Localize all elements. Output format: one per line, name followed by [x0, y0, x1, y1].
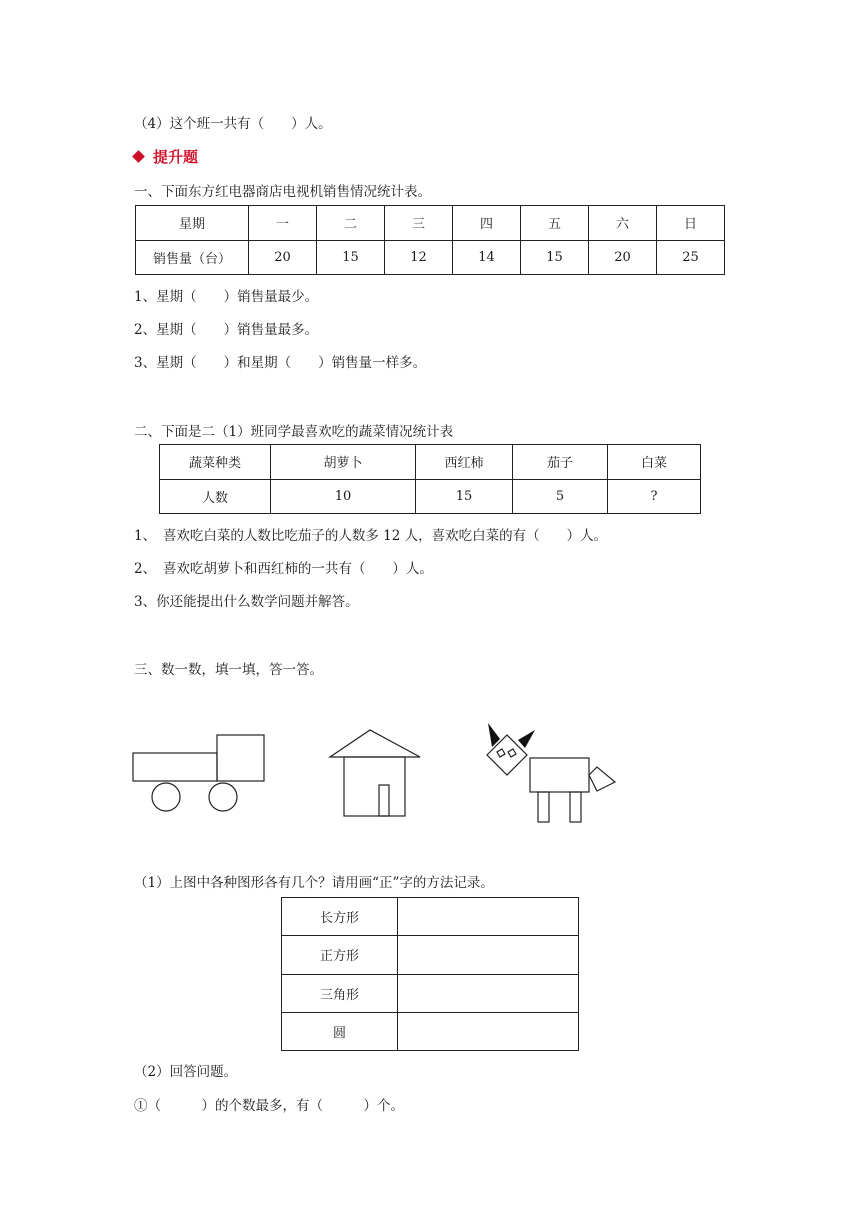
- q1-question-1: 1、星期（ ）销售量最少。: [134, 289, 319, 305]
- table-cell: 10: [271, 479, 416, 514]
- table-row: [136, 240, 725, 275]
- house-wall: [344, 757, 405, 816]
- table-row: [282, 898, 579, 936]
- q3-part2: （2）回答问题。: [134, 1064, 238, 1080]
- table-header-cell: 六: [589, 206, 657, 241]
- animal-figure: [480, 718, 620, 826]
- table-header-cell: 三: [385, 206, 453, 241]
- table-cell: ?: [608, 479, 701, 514]
- q1-question-2: 2、星期（ ）销售量最多。: [134, 322, 319, 338]
- table-header-cell: 五: [521, 206, 589, 241]
- animal-eye-left: [497, 749, 505, 757]
- table-cell: 12: [385, 240, 453, 275]
- q3-intro: 三、数一数，填一填，答一答。: [134, 662, 323, 678]
- q4-line: （4）这个班一共有（ ）人。: [134, 116, 332, 132]
- table-row: [136, 206, 725, 241]
- q1-intro: 一、下面东方红电器商店电视机销售情况统计表。: [134, 184, 431, 200]
- q3-part1: （1）上图中各种图形各有几个？请用画“正”字的方法记录。: [134, 875, 494, 891]
- animal-body: [530, 758, 589, 792]
- animal-leg-left: [538, 792, 549, 822]
- table-cell: 5: [513, 479, 608, 514]
- truck-figure: [125, 715, 275, 820]
- table-cell: 14: [453, 240, 521, 275]
- q2-question-1: 1、 喜欢吃白菜的人数比吃茄子的人数多 12 人，喜欢吃白菜的有（ ）人。: [134, 528, 608, 544]
- q3-answer-line: ①（ ）的个数最多，有（ ）个。: [134, 1098, 404, 1114]
- q2-question-2: 2、 喜欢吃胡萝卜和西红柿的一共有（ ）人。: [134, 561, 433, 577]
- tally-cell[interactable]: [398, 898, 579, 936]
- shape-label-cell: 三角形: [282, 974, 398, 1012]
- animal-eye-right: [508, 749, 516, 757]
- tally-cell[interactable]: [398, 974, 579, 1012]
- shape-label-cell: 正方形: [282, 936, 398, 974]
- table-header-cell: 一: [249, 206, 317, 241]
- tally-cell[interactable]: [398, 936, 579, 974]
- q2-intro: 二、下面是二（1）班同学最喜欢吃的蔬菜情况统计表: [134, 424, 454, 440]
- house-figure: [325, 725, 425, 820]
- table-header-cell: 胡萝卜: [271, 445, 416, 480]
- section-title: 提升题: [153, 148, 199, 166]
- table-header-cell: 星期: [136, 206, 249, 241]
- truck-body: [133, 753, 217, 781]
- diamond-bullet-icon: [132, 150, 145, 163]
- table-header-cell: 蔬菜种类: [160, 445, 271, 480]
- q1-question-3: 3、星期（ ）和星期（ ）销售量一样多。: [134, 355, 427, 371]
- animal-tail: [589, 767, 615, 791]
- animal-leg-right: [570, 792, 581, 822]
- q2-question-3: 3、你还能提出什么数学问题并解答。: [134, 594, 359, 610]
- shape-count-table: [281, 897, 579, 1051]
- shape-label-cell: 长方形: [282, 898, 398, 936]
- table-header-cell: 四: [453, 206, 521, 241]
- house-door: [379, 785, 389, 816]
- truck-wheel-left: [152, 783, 180, 811]
- table-row: [160, 445, 701, 480]
- section-header: [134, 146, 198, 167]
- shape-label-cell: 圆: [282, 1012, 398, 1050]
- table-row: [282, 936, 579, 974]
- vegetable-table: [159, 444, 701, 514]
- table-cell: 20: [249, 240, 317, 275]
- table-cell: 15: [521, 240, 589, 275]
- truck-wheel-right: [209, 783, 237, 811]
- table-header-cell: 茄子: [513, 445, 608, 480]
- table-row: [282, 974, 579, 1012]
- table-row-label: 人数: [160, 479, 271, 514]
- house-roof: [330, 730, 420, 757]
- tv-sales-table: [135, 205, 725, 275]
- table-header-cell: 西红柿: [416, 445, 513, 480]
- table-header-cell: 白菜: [608, 445, 701, 480]
- table-cell: 20: [589, 240, 657, 275]
- table-row-label: 销售量（台）: [136, 240, 249, 275]
- table-header-cell: 二: [317, 206, 385, 241]
- animal-ear-right: [518, 730, 535, 748]
- table-cell: 15: [317, 240, 385, 275]
- table-header-cell: 日: [657, 206, 725, 241]
- table-cell: 15: [416, 479, 513, 514]
- table-cell: 25: [657, 240, 725, 275]
- truck-cab: [217, 735, 264, 781]
- tally-cell[interactable]: [398, 1012, 579, 1050]
- table-row: [160, 479, 701, 514]
- table-row: [282, 1012, 579, 1050]
